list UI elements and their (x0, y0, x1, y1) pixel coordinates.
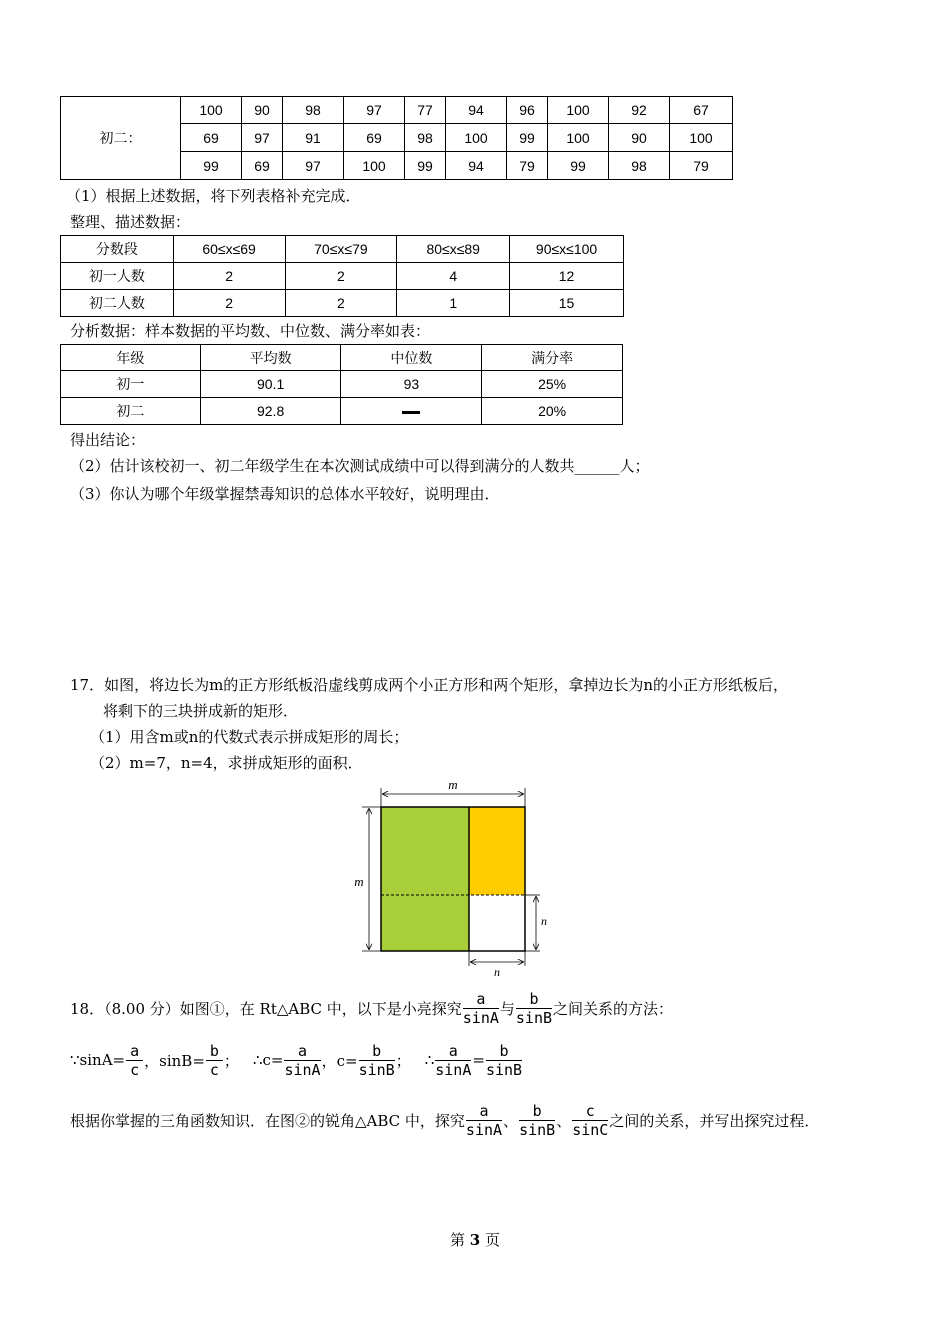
frac-num: b (359, 1042, 395, 1061)
dist-cell: 1 (397, 290, 510, 317)
left-dim-label: m (354, 874, 364, 889)
stats-row (61, 398, 623, 425)
score-cell: 79 (670, 152, 733, 180)
frac-den: sinC (572, 1120, 609, 1139)
dist-cell: 15 (510, 290, 624, 317)
frac-den: sinB (519, 1120, 556, 1139)
dist-header-cell: 70≤x≤79 (285, 236, 397, 263)
score-cell: 99 (181, 152, 242, 180)
fraction-a-over-sinA (435, 1042, 471, 1079)
frac-den: sinA (465, 1120, 503, 1139)
distribution-table (60, 235, 624, 317)
frac-num: a (126, 1042, 143, 1061)
score-cell: 100 (670, 124, 733, 152)
footer-post: 页 (485, 1231, 501, 1249)
score-cell: 67 (670, 97, 733, 124)
top-dim-label: m (448, 777, 458, 792)
score-cell: 100 (344, 152, 405, 180)
dist-header-cell: 60≤x≤69 (173, 236, 285, 263)
stats-cell: 90.1 (200, 371, 341, 398)
fraction-b-over-sinB (359, 1042, 395, 1079)
frac-num: a (435, 1042, 471, 1061)
score-cell: 69 (344, 124, 405, 152)
frac-den: sinB (358, 1060, 395, 1079)
organize-label: 整理、描述数据： (70, 213, 191, 231)
stats-cell: 93 (341, 371, 482, 398)
removed-small-square (469, 895, 525, 951)
score-cell: 90 (609, 124, 670, 152)
score-cell: 92 (609, 97, 670, 124)
score-cell: 98 (405, 124, 446, 152)
median-blank-cell[interactable] (341, 398, 482, 425)
stats-header-cell: 满分率 (482, 345, 623, 371)
page-footer (0, 1230, 950, 1250)
equals-sign: = (472, 1051, 485, 1069)
fraction-a-over-sinA (284, 1042, 320, 1079)
score-cell: 77 (405, 97, 446, 124)
p17-sub1: （1）用含m或n的代数式表示拼成矩形的周长； (90, 728, 409, 746)
fraction-b-over-sinB (516, 990, 552, 1027)
score-cell: 100 (548, 124, 609, 152)
p18-question-post: 之间的关系，并写出探究过程． (609, 1111, 820, 1130)
dist-cell: 初二人数 (61, 290, 174, 317)
score-cell: 96 (507, 97, 548, 124)
fraction-b-over-c (206, 1042, 223, 1079)
stats-header-cell: 年级 (61, 345, 201, 371)
frac-num: b (206, 1042, 223, 1061)
p18-derivation (70, 1040, 523, 1080)
p18-question (70, 1100, 819, 1140)
stats-cell: 92.8 (200, 398, 341, 425)
stats-cell: 初一 (61, 371, 201, 398)
score-cell: 69 (181, 124, 242, 152)
score-cell: 99 (507, 124, 548, 152)
because-sinA: ∵sinA= (70, 1051, 126, 1069)
footer-pre: 第 (449, 1231, 465, 1249)
stats-table (60, 344, 623, 425)
dist-cell: 2 (173, 290, 285, 317)
green-lower-rectangle (381, 895, 469, 951)
p18-question-pre: 根据你掌握的三角函数知识．在图②的锐角△ABC 中，探究 (70, 1111, 465, 1130)
fraction-a-over-sinA (463, 990, 499, 1027)
frac-den: c (209, 1060, 219, 1079)
comma-c-equals: ，c= (321, 1051, 358, 1070)
score-cell: 100 (181, 97, 242, 124)
separator: 、 (556, 1111, 572, 1130)
right-dim-label: n (541, 914, 547, 928)
p17-line2: 将剩下的三块拼成新的矩形． (103, 702, 299, 720)
frac-num: a (466, 1102, 502, 1121)
score-table (60, 96, 733, 180)
fraction-a-over-sinA (466, 1102, 502, 1139)
score-cell: 98 (609, 152, 670, 180)
semicolon: ； (223, 1051, 239, 1070)
p17-line1: 17．如图，将边长为m的正方形纸板沿虚线剪成两个小正方形和两个矩形，拿掉边长为n的小正方形纸板后， (70, 676, 788, 694)
separator: 、 (503, 1111, 519, 1130)
score-row (61, 97, 733, 124)
p18-intro-post: 之间关系的方法： (553, 999, 674, 1018)
therefore-c: ∴c= (252, 1051, 284, 1069)
bottom-dim-label: n (494, 965, 500, 979)
q1-text: （1）根据上述数据，将下列表格补充完成． (66, 187, 361, 205)
dist-header-cell: 90≤x≤100 (510, 236, 624, 263)
dist-cell: 2 (285, 263, 397, 290)
frac-num: c (572, 1102, 608, 1121)
stats-cell: 初二 (61, 398, 201, 425)
q2-text: （2）估计该校初一、初二年级学生在本次测试成绩中可以得到满分的人数共______人； (70, 457, 650, 475)
frac-num: a (284, 1042, 320, 1061)
dist-cell: 初一人数 (61, 263, 174, 290)
score-cell: 94 (446, 97, 507, 124)
dist-header-row (61, 236, 624, 263)
frac-num: b (486, 1042, 522, 1061)
dist-row (61, 290, 624, 317)
green-rectangle (381, 807, 469, 895)
answer-blank[interactable] (402, 411, 420, 414)
score-cell: 94 (446, 152, 507, 180)
score-cell: 90 (242, 97, 283, 124)
stats-header-cell: 中位数 (341, 345, 482, 371)
score-cell: 97 (344, 97, 405, 124)
dist-cell: 4 (397, 263, 510, 290)
p18-intro (70, 988, 673, 1028)
stats-cell: 20% (482, 398, 623, 425)
analyze-label: 分析数据：样本数据的平均数、中位数、满分率如表： (70, 322, 431, 340)
frac-num: b (519, 1102, 555, 1121)
sinB-equals: ，sinB= (144, 1051, 205, 1070)
conclusion-label: 得出结论： (70, 431, 146, 449)
fraction-b-over-sinB (519, 1102, 555, 1139)
p17-sub2: （2）m=7，n=4，求拼成矩形的面积． (90, 754, 363, 772)
frac-den: sinB (515, 1008, 553, 1027)
score-cell: 99 (548, 152, 609, 180)
stats-cell: 25% (482, 371, 623, 398)
p17-figure (340, 770, 560, 980)
semicolon: ； (395, 1051, 411, 1070)
frac-den: c (130, 1060, 140, 1079)
score-cell: 79 (507, 152, 548, 180)
score-cell: 99 (405, 152, 446, 180)
score-cell: 91 (283, 124, 344, 152)
fraction-c-over-sinC (572, 1102, 608, 1139)
score-cell: 100 (446, 124, 507, 152)
frac-den: sinA (435, 1060, 472, 1079)
score-cell: 97 (242, 124, 283, 152)
stats-header-cell: 平均数 (200, 345, 341, 371)
frac-num: a (463, 990, 499, 1009)
stats-row (61, 371, 623, 398)
score-cell: 100 (548, 97, 609, 124)
frac-den: sinA (284, 1060, 321, 1079)
score-cell: 98 (283, 97, 344, 124)
score-cell: 97 (283, 152, 344, 180)
stats-header-row (61, 345, 623, 371)
dist-cell: 2 (173, 263, 285, 290)
frac-num: b (516, 990, 552, 1009)
frac-den: sinA (462, 1008, 499, 1027)
row-label: 初二： (61, 97, 181, 180)
q3-text: （3）你认为哪个年级掌握禁毒知识的总体水平较好，说明理由． (70, 485, 500, 503)
dist-cell: 12 (510, 263, 624, 290)
fraction-b-over-sinB (486, 1042, 522, 1079)
dist-header-cell: 80≤x≤89 (397, 236, 510, 263)
dist-row (61, 263, 624, 290)
dist-cell: 2 (285, 290, 397, 317)
p18-intro-mid: 与 (499, 999, 515, 1018)
yellow-rectangle (469, 807, 525, 895)
fraction-a-over-c (126, 1042, 143, 1079)
dist-header-cell: 分数段 (61, 236, 174, 263)
frac-den: sinB (485, 1060, 523, 1079)
page-number: 3 (469, 1231, 481, 1249)
score-cell: 69 (242, 152, 283, 180)
p18-intro-pre: 18．（8.00 分）如图①，在 Rt△ABC 中，以下是小亮探究 (70, 999, 462, 1018)
therefore: ∴ (424, 1051, 435, 1069)
